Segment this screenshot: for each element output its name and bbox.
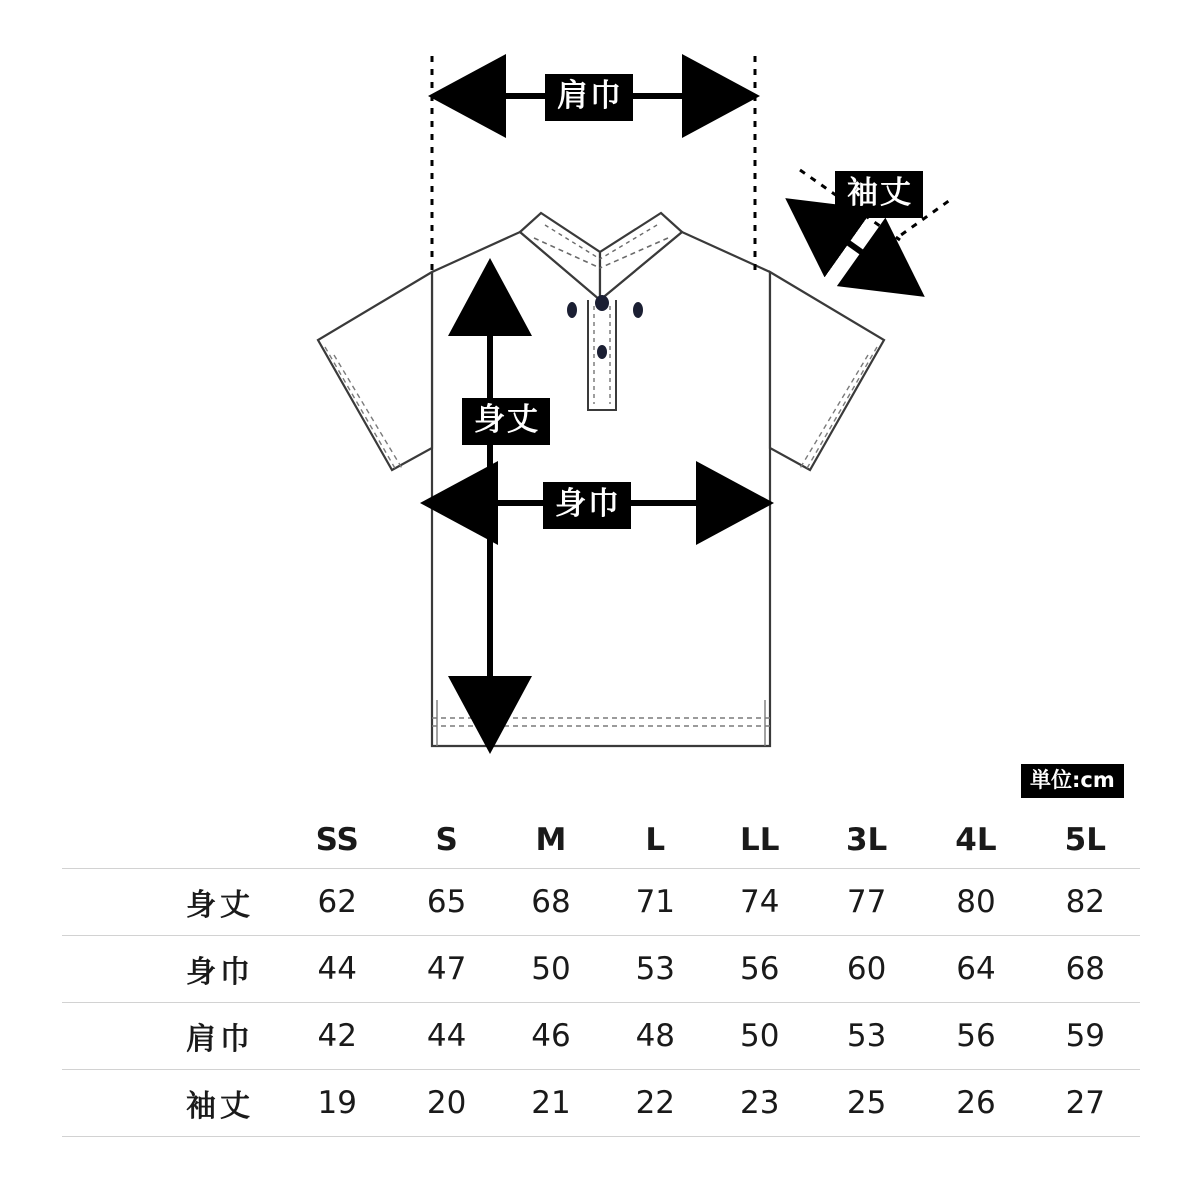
table-cell: 25 [846,1085,887,1121]
column-header: 4L [955,822,997,858]
table-cell: 56 [956,1018,996,1054]
table-cell: 19 [317,1085,357,1121]
size-table-header [62,812,1140,869]
table-header-row [62,812,1140,869]
column-header: SS [315,822,359,858]
table-cell: 71 [635,884,676,920]
column-header: LL [739,822,780,858]
label-sleeve-length: 袖丈 [835,171,923,218]
table-cell: 21 [531,1085,571,1121]
row-header: 身巾 [186,955,254,990]
column-header: 5L [1064,822,1106,858]
label-shoulder-width: 肩巾 [545,74,633,121]
unit-badge: 単位:cm [1021,764,1124,798]
table-cell: 44 [317,951,357,987]
table-cell: 26 [956,1085,996,1121]
table-cell: 60 [846,951,887,987]
table-cell: 82 [1065,884,1106,920]
table-cell: 27 [1065,1085,1106,1121]
table-cell: 59 [1065,1018,1106,1054]
table-cell: 46 [531,1018,571,1054]
row-header: 袖丈 [186,1089,254,1124]
table-cell: 20 [426,1085,467,1121]
table-row [62,1003,1140,1070]
table-corner-cell [62,812,280,869]
table-cell: 74 [740,884,780,920]
label-body-width: 身巾 [543,482,631,529]
table-cell: 48 [635,1018,676,1054]
table-row [62,869,1140,936]
table-cell: 80 [956,884,996,920]
table-cell: 22 [635,1085,676,1121]
column-header: M [535,822,567,858]
table-cell: 56 [740,951,780,987]
table-cell: 62 [317,884,357,920]
table-cell: 50 [531,951,571,987]
shirt-outline [318,213,884,746]
size-table [62,812,1140,1137]
table-cell: 77 [846,884,887,920]
size-table-body [62,869,1140,1137]
column-header: S [435,822,458,858]
table-cell: 64 [956,951,996,987]
table-cell: 47 [426,951,467,987]
table-cell: 44 [426,1018,467,1054]
table-row [62,936,1140,1003]
table-cell: 50 [740,1018,780,1054]
table-cell: 53 [635,951,676,987]
label-body-length: 身丈 [462,398,550,445]
table-cell: 68 [1065,951,1106,987]
row-header: 肩巾 [186,1022,254,1057]
table-cell: 68 [531,884,571,920]
table-cell: 23 [740,1085,780,1121]
table-cell: 42 [317,1018,357,1054]
row-header: 身丈 [186,888,254,923]
column-header: L [645,822,666,858]
table-cell: 65 [426,884,467,920]
table-row [62,1070,1140,1137]
column-header: 3L [845,822,888,858]
table-cell: 53 [846,1018,887,1054]
